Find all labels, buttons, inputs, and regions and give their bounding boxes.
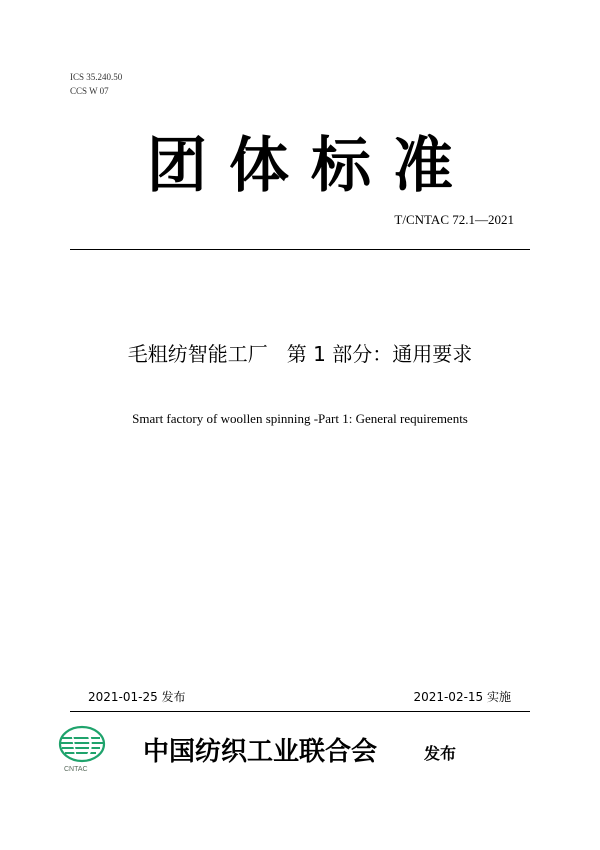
- standard-number: T/CNTAC 72.1—2021: [394, 212, 514, 227]
- ics-code: ICS 35.240.50: [70, 72, 123, 82]
- chinese-document-title: 毛粗纺智能工厂 第 1 部分：通用要求: [127, 342, 473, 366]
- issue-date: 2021-01-25 发布: [88, 690, 186, 704]
- ccs-code: CCS W 07: [70, 86, 109, 96]
- logo-caption: CNTAC: [64, 766, 88, 773]
- publisher-name: 中国纺织工业联合会: [143, 737, 378, 767]
- page-title: 团体标准: [147, 131, 475, 201]
- publish-label: 发布: [424, 744, 457, 763]
- bottom-divider: [70, 711, 530, 712]
- classification-codes: [70, 70, 122, 98]
- top-divider: [70, 249, 530, 250]
- english-document-title: Smart factory of woollen spinning -Part 1: General requirements: [132, 411, 468, 426]
- implementation-date: 2021-02-15 实施: [413, 690, 511, 704]
